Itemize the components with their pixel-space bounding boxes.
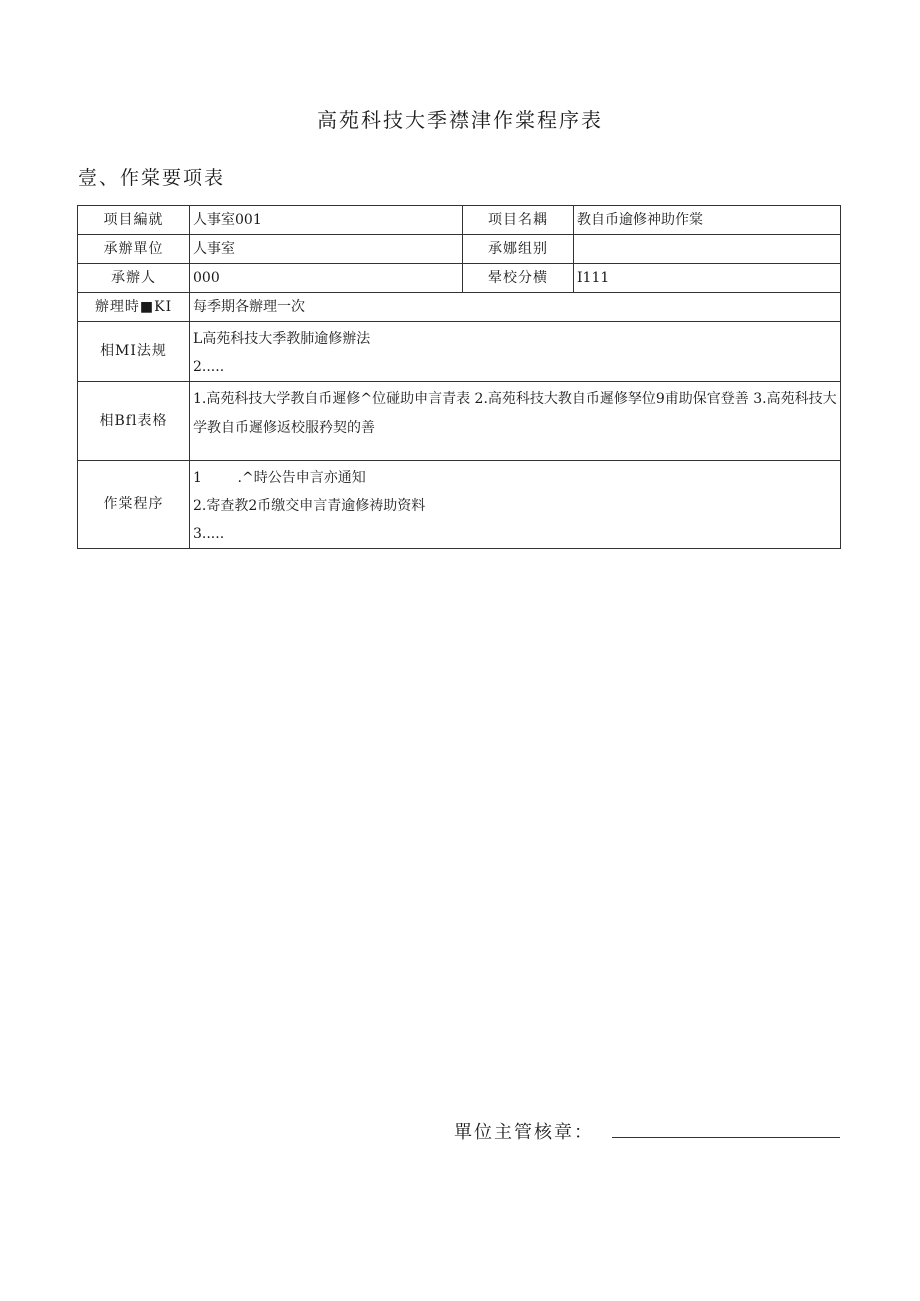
table-row (78, 206, 841, 235)
document-title: 高苑科技大季襟津作棠程序表 (317, 108, 603, 132)
unit-label: 承辦單位 (78, 235, 190, 264)
group-label: 承娜组别 (463, 235, 574, 264)
procedure-form-table (77, 205, 841, 549)
unit-value: 人事室 (190, 235, 463, 264)
laws-item: 2..... (193, 359, 225, 375)
group-value (574, 235, 841, 264)
classification-value: I111 (574, 264, 841, 293)
procedure-item: 1 .^時公告申言亦通知 (193, 470, 366, 486)
table-row (78, 293, 841, 322)
signature-label: 單位主管核章： (454, 1122, 594, 1143)
procedure-item: 2.寄查教2币缴交申言青逾修祷助资料 (193, 498, 426, 514)
laws-label: 相MI法规 (78, 322, 190, 382)
forms-label: 相Bfl表格 (78, 382, 190, 461)
person-value: 000 (190, 264, 463, 293)
table-row (78, 322, 841, 382)
procedure-item: 3..... (193, 526, 225, 542)
laws-item: L高苑科技大季教肺逾修辦法 (193, 331, 371, 347)
table-row (78, 235, 841, 264)
item-code-label: 项目編就 (78, 206, 190, 235)
laws-value (190, 322, 841, 382)
classification-label: 晕校分横 (463, 264, 574, 293)
section-heading: 壹、作棠要项表 (78, 167, 226, 189)
forms-value (190, 382, 841, 461)
table-row (78, 382, 841, 461)
table-row (78, 461, 841, 549)
item-code-value: 人事室001 (190, 206, 463, 235)
person-label: 承辦人 (78, 264, 190, 293)
schedule-label: 辦理時■KI (78, 293, 190, 322)
table-row (78, 264, 841, 293)
procedure-value (190, 461, 841, 549)
item-name-label: 项目名耦 (463, 206, 574, 235)
schedule-value: 每季期各辦理一次 (190, 293, 841, 322)
procedure-label: 作棠程序 (78, 461, 190, 549)
forms-text: 1.高苑科技大学教自币遲修^位碰助申言青表 2.高苑科技大教自币遲修孥位9甫助保官登善 3.高苑科技大学教自币遲修返校服矜契的善 (193, 391, 837, 436)
signature-line (612, 1137, 840, 1138)
item-name-value: 教自币逾修神助作棠 (574, 206, 841, 235)
